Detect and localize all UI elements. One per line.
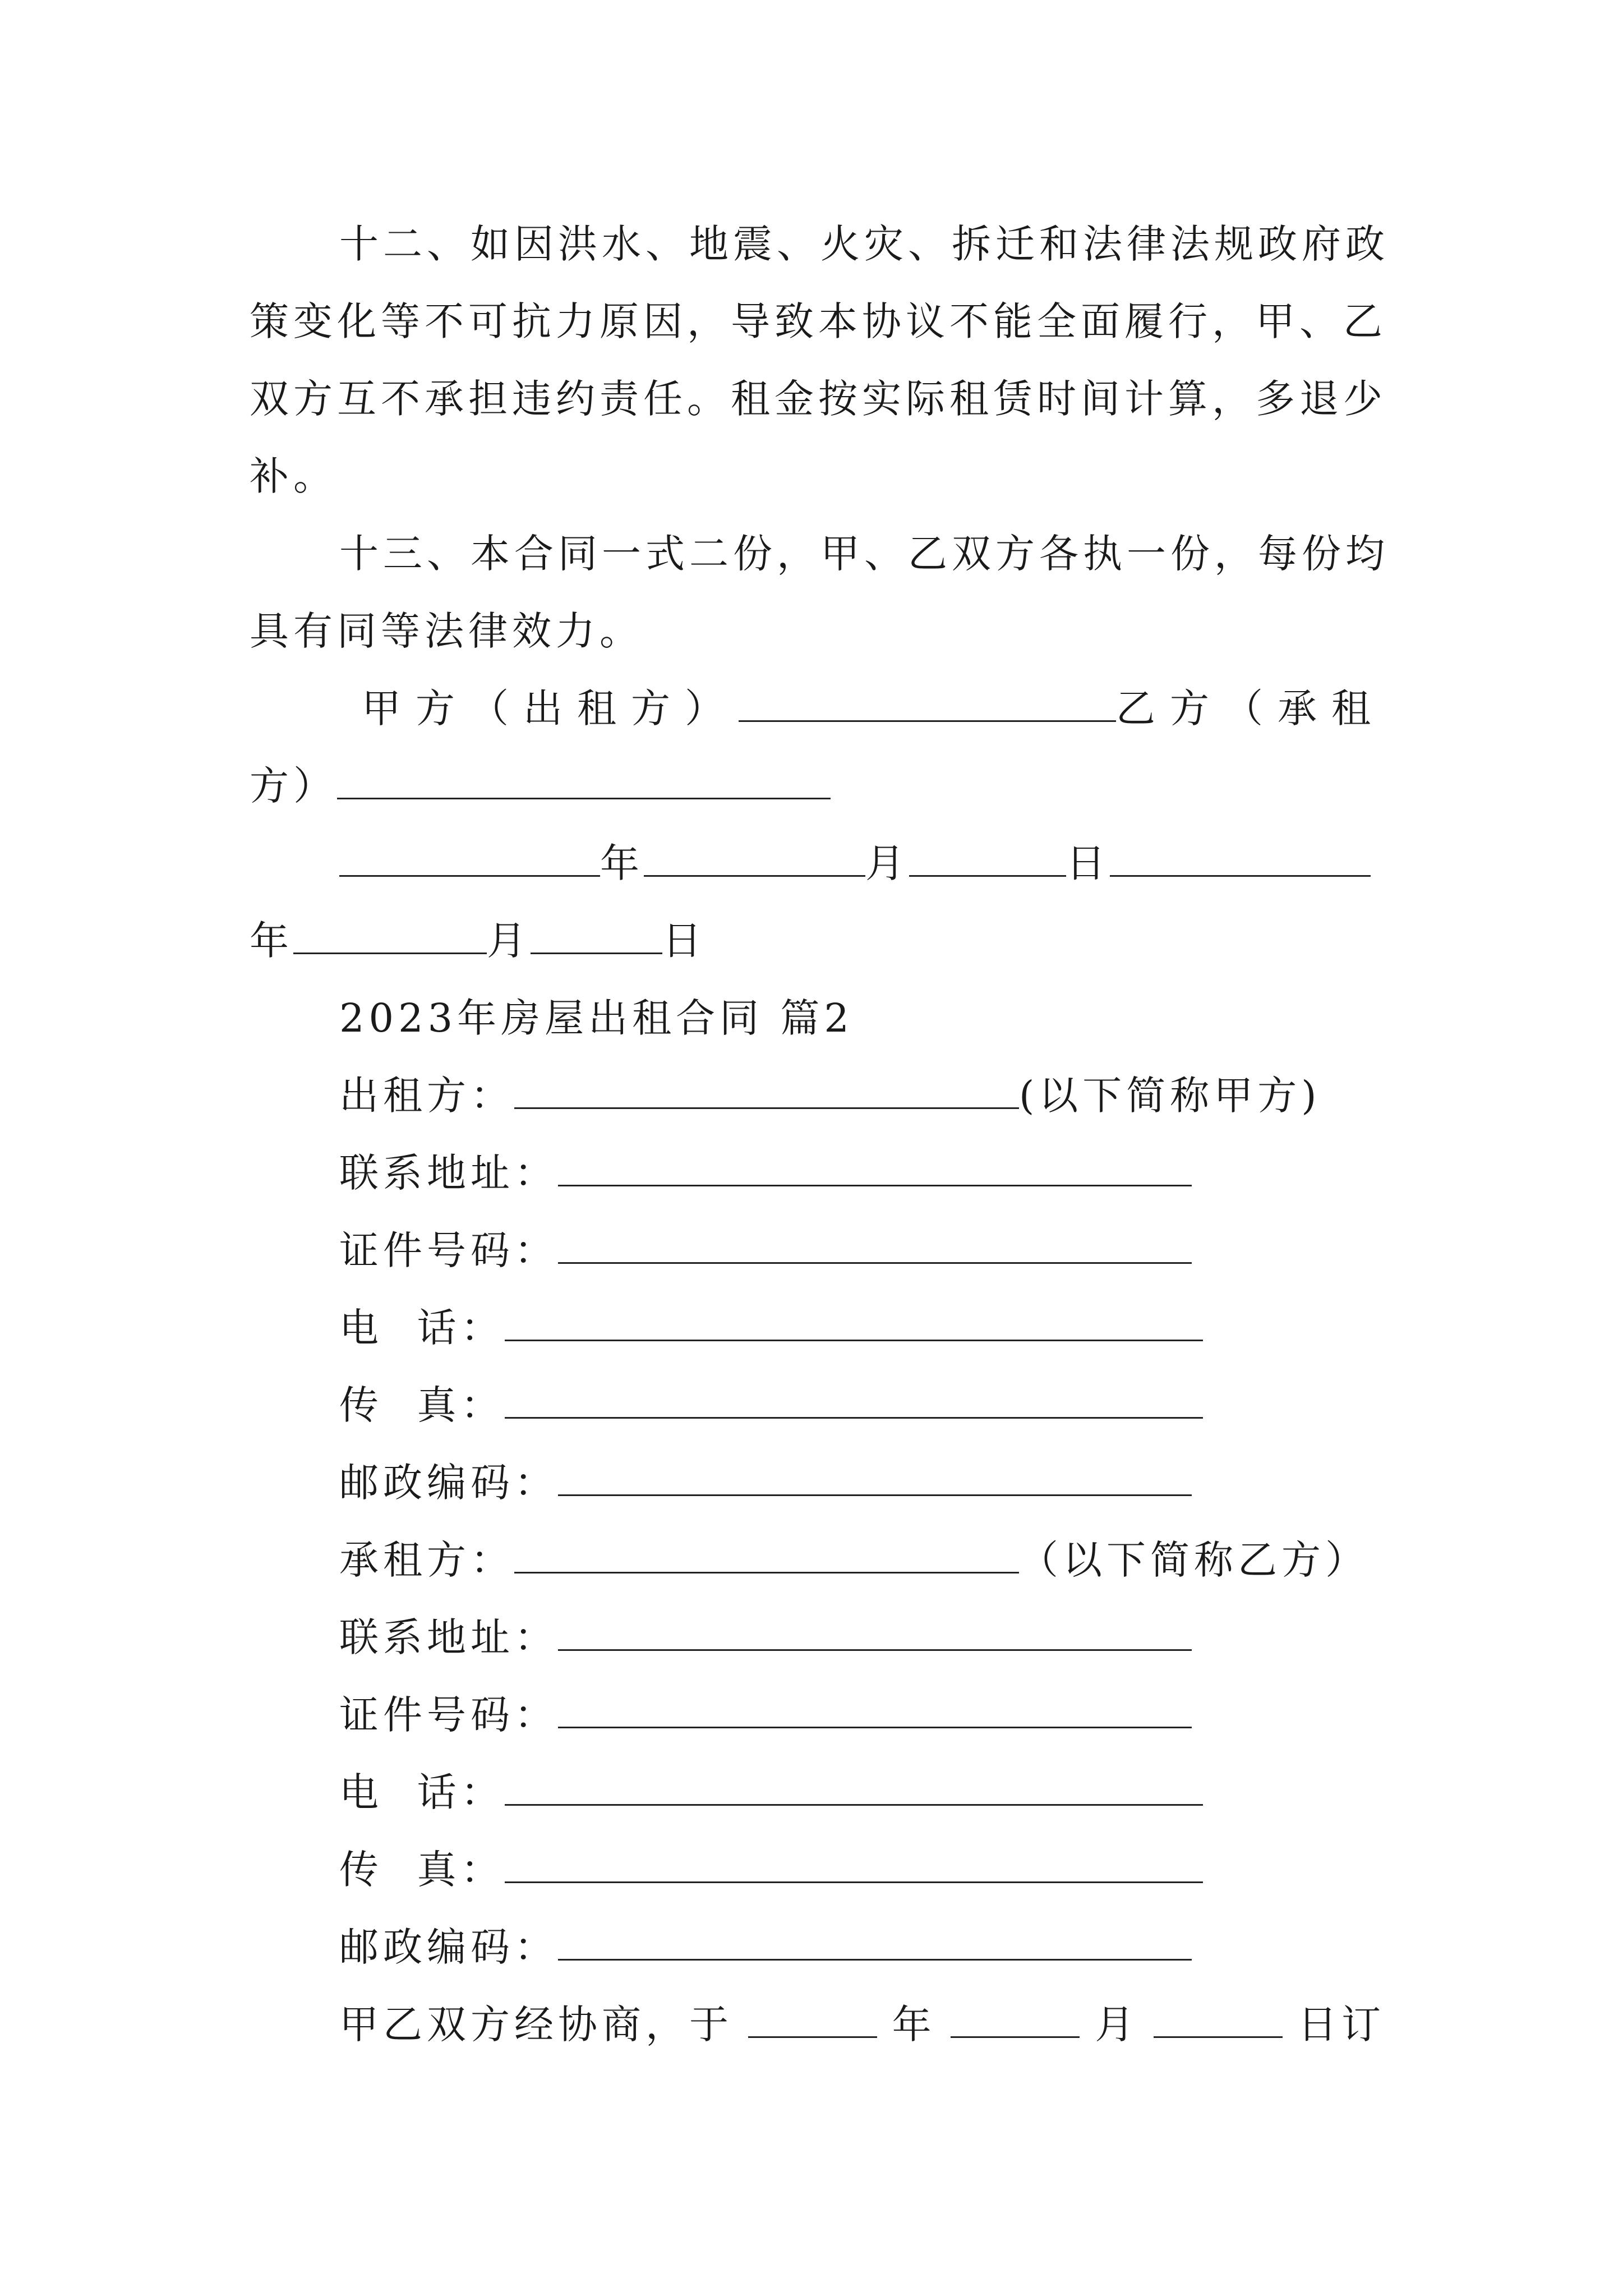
lessor-fax-label: 传 真： (339, 1382, 505, 1428)
lessee-suffix: （以下简称乙方） (1019, 1537, 1369, 1583)
section-2-title: 2023年房屋出租合同 篇2 (339, 995, 854, 1041)
agreement-row (339, 1994, 1385, 2055)
year-label-b: 年 (250, 918, 293, 964)
party-a-label: 甲方（出租方） (362, 685, 739, 731)
lessor-suffix: (以下简称甲方) (1019, 1073, 1321, 1119)
agreement-day-blank[interactable] (1154, 2001, 1283, 2038)
agreement-month-blank[interactable] (951, 2001, 1080, 2038)
lessee-label: 承租方： (339, 1537, 514, 1583)
lessee-postcode-blank[interactable] (558, 1924, 1192, 1961)
lessee-address-label: 联系地址： (339, 1614, 558, 1660)
lessee-phone-blank[interactable] (505, 1769, 1203, 1806)
month-blank-b (293, 918, 487, 954)
party-b-label: 乙方（承租 (1116, 685, 1385, 731)
signature-row (362, 678, 1385, 739)
lessee-id-blank[interactable] (558, 1692, 1192, 1728)
lessee-postcode-row (339, 1916, 1385, 1978)
lessor-fax-blank[interactable] (505, 1382, 1203, 1419)
lessee-postcode-label: 邮政编码： (339, 1924, 558, 1970)
day-blank-b (531, 918, 662, 954)
lessee-id-label: 证件号码： (339, 1692, 558, 1738)
clause-12-line-3: 双方互不承担违约责任。租金按实际租赁时间计算，多退少 (250, 376, 1387, 422)
date-row-b (250, 910, 1385, 972)
lessee-name-blank[interactable] (514, 1537, 1019, 1573)
lessor-phone-row (339, 1297, 1385, 1359)
lessor-id-row (339, 1220, 1385, 1281)
lessor-postcode-blank[interactable] (558, 1460, 1192, 1496)
clause-12-line-4: 补。 (250, 453, 337, 499)
lessor-postcode-label: 邮政编码： (339, 1460, 558, 1506)
lessee-address-row (339, 1607, 1385, 1668)
lessor-fax-row (339, 1374, 1385, 1436)
year-blank-a (339, 840, 600, 877)
month-blank-a (644, 840, 865, 877)
party-b-signature-blank (337, 763, 831, 799)
party-b-label-end: 方） (250, 763, 337, 809)
day-blank-a (909, 840, 1066, 877)
lessor-phone-label: 电 话： (339, 1305, 505, 1351)
signature-row-continued (250, 755, 1385, 817)
lessor-address-blank[interactable] (558, 1150, 1192, 1186)
lessee-fax-blank[interactable] (505, 1847, 1203, 1883)
year-label-a: 年 (600, 840, 644, 886)
day-label-b: 日 (662, 918, 706, 964)
agreement-prefix: 甲乙双方经协商，于 (339, 2001, 733, 2047)
lessor-address-label: 联系地址： (339, 1150, 558, 1196)
lessee-fax-label: 传 真： (339, 1847, 505, 1893)
lessor-row (339, 1065, 1385, 1126)
clause-13-line-1: 十三、本合同一式二份，甲、乙双方各执一份，每份均 (339, 531, 1389, 577)
lessor-label: 出租方： (339, 1073, 514, 1119)
lessee-row (339, 1529, 1385, 1591)
lessor-name-blank[interactable] (514, 1073, 1019, 1109)
month-label-a: 月 (865, 840, 909, 886)
lessee-phone-label: 电 话： (339, 1769, 505, 1815)
lessee-fax-row (339, 1839, 1385, 1901)
agreement-year-label: 年 (892, 2001, 936, 2047)
year-blank-b (1110, 840, 1371, 877)
clause-12-line-2: 策变化等不可抗力原因，导致本协议不能全面履行，甲、乙 (250, 298, 1387, 344)
lessor-id-label: 证件号码： (339, 1227, 558, 1273)
lessee-address-blank[interactable] (558, 1614, 1192, 1651)
agreement-month-label: 月 (1095, 2001, 1139, 2047)
month-label-b: 月 (487, 918, 531, 964)
lessor-id-blank[interactable] (558, 1227, 1192, 1264)
day-label-a: 日 (1066, 840, 1110, 886)
lessor-phone-blank[interactable] (505, 1305, 1203, 1341)
lessee-phone-row (339, 1761, 1385, 1823)
party-a-signature-blank (739, 685, 1116, 722)
lessor-postcode-row (339, 1452, 1385, 1513)
clause-13-line-2: 具有同等法律效力。 (250, 608, 643, 654)
agreement-suffix: 日订 (1297, 2001, 1385, 2047)
date-row-a (339, 832, 1385, 894)
clause-12-line-1: 十二、如因洪水、地震、火灾、拆迁和法律法规政府政 (339, 221, 1389, 267)
lessee-id-row (339, 1684, 1385, 1746)
lessor-address-row (339, 1142, 1385, 1204)
agreement-year-blank[interactable] (748, 2001, 877, 2038)
